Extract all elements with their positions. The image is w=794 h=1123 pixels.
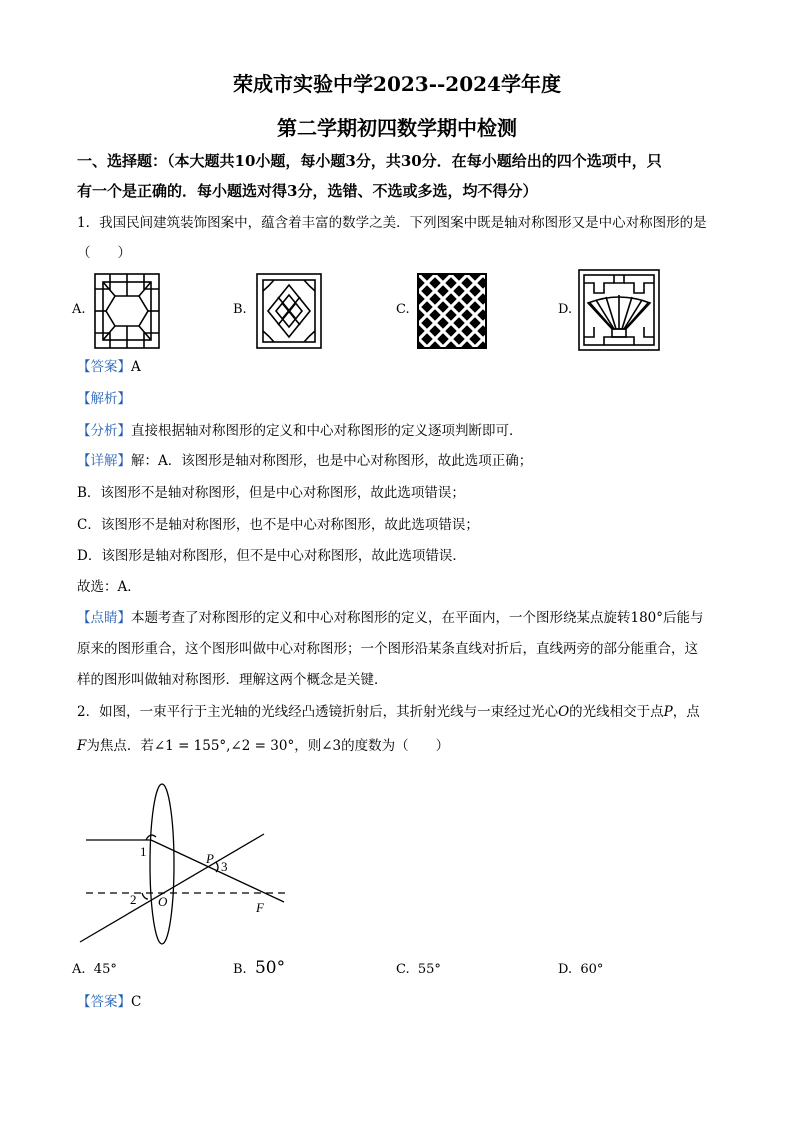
q2-option-d xyxy=(558,962,603,977)
angle-2-arc xyxy=(142,893,148,899)
answer-tag: 【答案】 xyxy=(77,359,131,375)
q2-stem-line1 xyxy=(77,703,727,721)
q2-var-p: P xyxy=(663,704,673,720)
q2-var-o: O xyxy=(558,704,570,720)
q1-dianjing-line2: 原来的图形重合，这个图形叫做中心对称图形；一个图形沿某条直线对折后，直线两旁的部分能重合，这 xyxy=(77,641,698,657)
q1-option-c-figure xyxy=(417,273,487,349)
q2-answer-value: C xyxy=(131,994,142,1010)
fenxi-tag: 【分析】 xyxy=(77,423,131,439)
q2-stem-line2 xyxy=(77,737,727,755)
analysis-tag: 【解析】 xyxy=(77,391,131,407)
section-heading-line1: 一、选择题：（本大题共10小题，每小题3分，共30分．在每小题给出的四个选项中，只 xyxy=(77,152,662,170)
q1-line-d: D．该图形是轴对称图形，但不是中心对称图形，故此选项错误． xyxy=(77,548,466,564)
q1-option-d-figure xyxy=(578,269,660,351)
q2-option-a-text: 45° xyxy=(93,962,117,977)
label-1: 1 xyxy=(140,844,147,859)
q1-dianjing-line3: 样的图形叫做轴对称图形．理解这两个概念是关键． xyxy=(77,672,388,688)
q1-dianjing-line1 xyxy=(77,609,727,627)
q2-stem-part-b: 的光线相交于点 xyxy=(569,704,664,720)
q2-option-b-letter: B. xyxy=(233,962,247,977)
q2-option-d-text: 60° xyxy=(580,962,604,977)
answer-tag: 【答案】 xyxy=(77,994,131,1010)
q1-answer xyxy=(77,358,727,376)
label-2: 2 xyxy=(130,892,137,907)
q1-dianjing-text1: 本题考查了对称图形的定义和中心对称图形的定义，在平面内，一个图形绕某点旋转180°后能与 xyxy=(131,610,704,626)
q1-answer-value: A xyxy=(131,359,141,375)
label-3: 3 xyxy=(221,859,228,874)
q2-option-b-text: 50° xyxy=(254,958,286,978)
q2-var-f: F xyxy=(77,738,87,754)
q2-option-c xyxy=(396,962,441,977)
q1-line-b: B．该图形不是轴对称图形，但是中心对称图形，故此选项错误； xyxy=(77,485,465,501)
q2-option-c-text: 55° xyxy=(417,962,441,977)
q2-option-a xyxy=(72,962,117,977)
section-heading-line2: 有一个是正确的．每小题选对得3分，选错、不选或多选，均不得分） xyxy=(77,182,538,200)
q1-option-a-label: A. xyxy=(72,302,86,317)
q1-xiangjie-text: 解：A．该图形是轴对称图形，也是中心对称图形，故此选项正确； xyxy=(131,453,533,469)
label-p: P xyxy=(206,851,214,866)
q1-analysis-tag xyxy=(77,390,727,408)
xiangjie-tag: 【详解】 xyxy=(77,453,131,469)
dianjing-tag: 【点睛】 xyxy=(77,610,131,626)
q1-stem-line1: 1．我国民间建筑装饰图案中，蕴含着丰富的数学之美．下列图案中既是轴对称图形又是中心对称图形的是 xyxy=(77,215,707,231)
q1-option-b-figure xyxy=(256,273,322,349)
q1-line-c: C．该图形不是轴对称图形，也不是中心对称图形，故此选项错误； xyxy=(77,517,479,533)
q1-fenxi xyxy=(77,422,727,440)
q2-option-b xyxy=(233,958,285,978)
exam-title-line1: 荣成市实验中学2023--2024学年度 xyxy=(233,72,561,96)
q2-stem-part-d: 为焦点．若∠1 = 155°,∠2 = 30°，则∠3的度数为（ ） xyxy=(86,738,450,754)
q1-option-c-label: C. xyxy=(396,302,410,317)
q2-option-d-letter: D. xyxy=(558,962,573,977)
q1-option-b-label: B. xyxy=(233,302,247,317)
q2-option-a-letter: A. xyxy=(72,962,86,977)
label-f: F xyxy=(256,900,264,915)
q2-option-c-letter: C. xyxy=(396,962,410,977)
q2-answer xyxy=(77,993,727,1011)
q1-stem-line2: （ ） xyxy=(77,245,131,261)
q2-stem-part-a: 2．如图，一束平行于主光轴的光线经凸透镜折射后，其折射光线与一束经过光心 xyxy=(77,704,559,720)
q1-option-a-figure xyxy=(94,273,160,349)
q2-stem-part-c: ，点 xyxy=(672,704,700,720)
exam-title-line2: 第二学期初四数学期中检测 xyxy=(277,116,517,140)
q1-option-d-label: D. xyxy=(558,302,573,317)
q1-fenxi-text: 直接根据轴对称图形的定义和中心对称图形的定义逐项判断即可． xyxy=(131,423,523,439)
q2-lens-figure xyxy=(78,782,298,948)
q1-conclusion: 故选：A． xyxy=(77,579,141,595)
convex-lens xyxy=(150,784,174,944)
label-o: O xyxy=(158,894,168,909)
q1-xiangjie xyxy=(77,452,727,470)
